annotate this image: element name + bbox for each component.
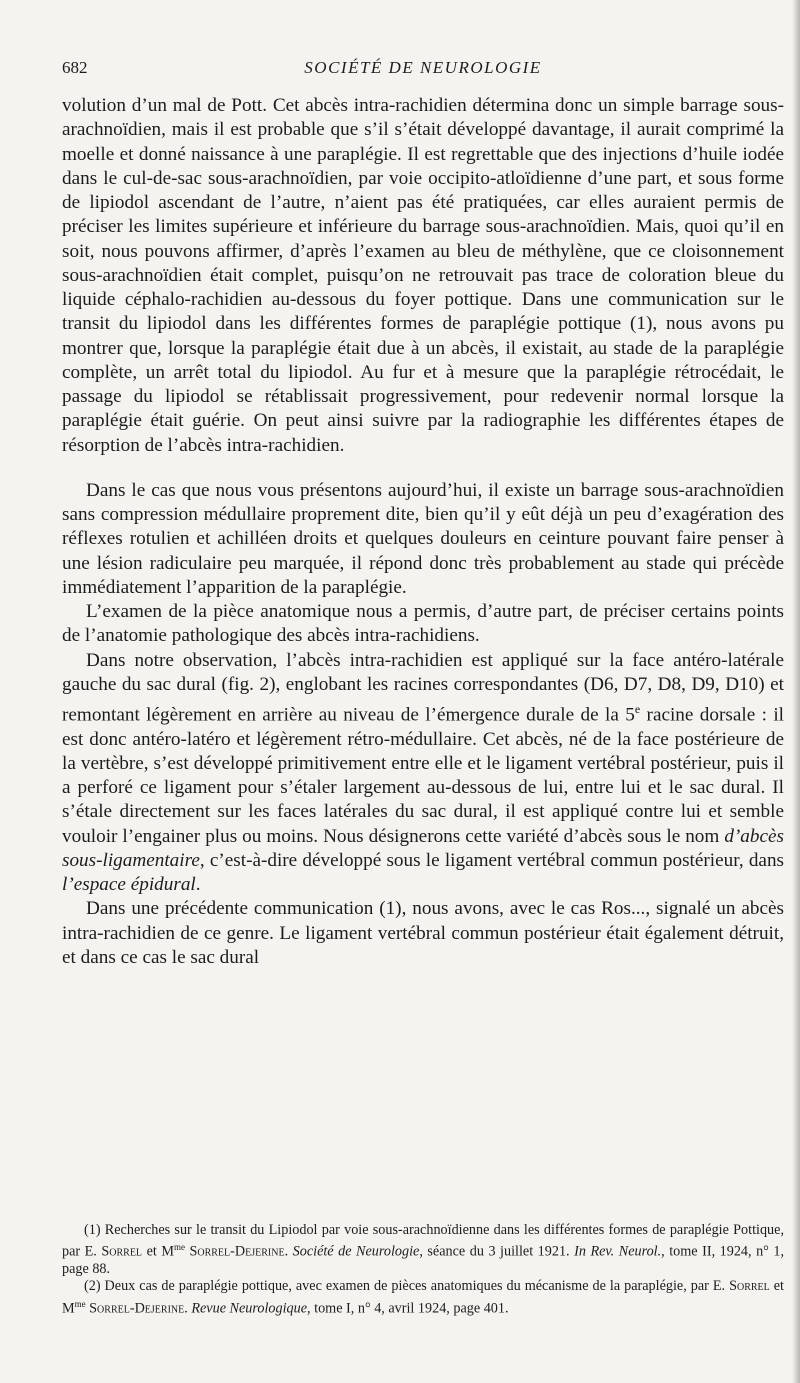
- footnote-1-part-b: et M: [142, 1243, 174, 1260]
- footnote-1: [62, 1222, 784, 1278]
- footnotes: [62, 1222, 784, 1317]
- superscript-e: e: [634, 702, 641, 716]
- footnote-2-author-1: Sorrel: [729, 1278, 770, 1295]
- footnote-1-journal-1: Société de Neurologie: [292, 1243, 420, 1260]
- paragraph-4-part-d: .: [195, 874, 201, 896]
- footnote-2-part-b: et M: [62, 1278, 784, 1317]
- footnote-1-author-2: Sorrel-Dejerine: [189, 1243, 285, 1260]
- paragraph-4-part-b: racine dorsale : il est donc antéro-latéro et légèrement rétro-médullaire. Cet abcès, né de la face postérieure de la vertèbre, s’est développé primitivement entre elle et le ligament vertébral postérieur, puis il a perforé ce ligament pour s’étaler largement au-dessous de lui, entre lui et le sac dural. Il s’étale directement sur les faces latérales du sac dural, il est appliqué contre lui et semble vouloir l’engainer plus ou moins. Nous désignerons cette variété d’abcès sous le nom: [62, 704, 784, 847]
- paragraph-3: L’examen de la pièce anatomique nous a permis, d’autre part, de préciser certains points de l’anatomie pathologique des abcès intra-rachidiens.: [62, 601, 784, 647]
- term-espace-epidural: l’espace épidural: [62, 874, 196, 896]
- body-text: [62, 94, 784, 970]
- footnote-1-sup: me: [173, 1242, 185, 1253]
- paragraph-4: [62, 649, 784, 898]
- footnote-2-journal: Revue Neurologique: [191, 1300, 308, 1317]
- page-header: [62, 58, 784, 82]
- footnote-1-journal-2: In Rev. Neurol.: [574, 1243, 662, 1260]
- footnote-1-part-d: , séance du 3 juillet 1921.: [419, 1243, 575, 1260]
- footnote-1-part-c: .: [284, 1243, 293, 1260]
- page-number: 682: [62, 58, 88, 77]
- footnote-2-part-c: .: [184, 1300, 192, 1317]
- footnote-2-part-d: , tome I, n° 4, avril 1924, page 401.: [307, 1300, 509, 1317]
- footnote-1-author-1: Sorrel: [101, 1243, 143, 1260]
- footnote-2-author-2: Sorrel-Dejerine: [89, 1300, 185, 1317]
- footnote-2-sup: me: [74, 1298, 86, 1309]
- running-title: SOCIÉTÉ DE NEUROLOGIE: [304, 58, 542, 77]
- paragraph-2: Dans le cas que nous vous présentons aujourd’hui, il existe un barrage sous-arachnoïdien sans compression médullaire proprement dite, bien qu’il y eût déjà un peu d’exagération des réflexes rotulien et achilléen droits et quelques douleurs en ceinture pouvant faire penser à une lésion radiculaire peu marquée, il répond donc très probablement au stade qui précède immédiatement l’apparition de la paraplégie.: [62, 479, 784, 598]
- footnote-1-part-a: (1) Recherches sur le transit du Lipiodol par voie sous-arachnoïdienne dans les différentes formes de paraplégie Pottique, par E.: [62, 1222, 784, 1260]
- paragraph-4-part-c: , c’est-à-dire développé sous le ligament vertébral commun postérieur, dans: [199, 849, 784, 871]
- paragraph-4-part-a: Dans notre observation, l’abcès intra-rachidien est appliqué sur la face antéro-latérale gauche du sac dural (fig. 2), englobant les racines correspondantes (D6, D7, D8, D9, D10) et remontant légèrement en arrière au niveau de l’émergence durale de la 5: [62, 649, 784, 726]
- paragraph-5: Dans une précédente communication (1), nous avons, avec le cas Ros..., signalé un abcès intra-rachidien de ce genre. Le ligament vertébral commun postérieur était également détruit, et dans ce cas le sac dural: [62, 898, 784, 968]
- footnote-1-part-e: , tome II, 1924, n° 1, page 88.: [62, 1243, 785, 1278]
- term-abces-sous-ligamentaire: d’abcès sous-ligamentaire: [62, 825, 784, 871]
- paragraph-1: volution d’un mal de Pott. Cet abcès intra-rachidien détermina donc un simple barrage sous-arachnoïdien, mais il est probable que s’il s’était développé davantage, il aurait comprimé la moelle et donné naissance à une paraplégie. Il est regrettable que des injections d’huile iodée dans le cul-de-sac sous-arachnoïdien, par voie occipito-atloïdienne d’une part, et sous forme de lipiodol ascendant de l’autre, n’aient pas été pratiquées, car elles auraient permis de préciser les limites supérieure et inférieure du barrage sous-arachnoïdien. Mais, quoi qu’il en soit, nous pouvons affirmer, d’après l’examen au bleu de méthylène, que ce cloisonnement sous-arachnoïdien était complet, puisqu’on ne retrouvait pas trace de coloration bleue du liquide céphalo-rachidien au-dessous du foyer pottique. Dans une communication sur le transit du lipiodol dans les différentes formes de paraplégie pottique (1), nous avons pu montrer que, lorsque la paraplégie était due à un abcès, il existait, au stade de la paraplégie complète, un arrêt total du lipiodol. Au fur et à mesure que la paraplégie rétrocédait, le passage du lipiodol se rétablissait progressivement, pour redevenir normal lorsque la paraplégie était guérie. On peut ainsi suivre par la radiographie les différentes étapes de résorption de l’abcès intra-rachidien.: [62, 95, 784, 456]
- footnote-2-part-a: (2) Deux cas de paraplégie pottique, avec examen de pièces anatomiques du mécanisme de la paraplégie, par E.: [84, 1278, 730, 1295]
- scan-edge-shadow: [792, 0, 800, 1383]
- footnote-2: [62, 1278, 784, 1317]
